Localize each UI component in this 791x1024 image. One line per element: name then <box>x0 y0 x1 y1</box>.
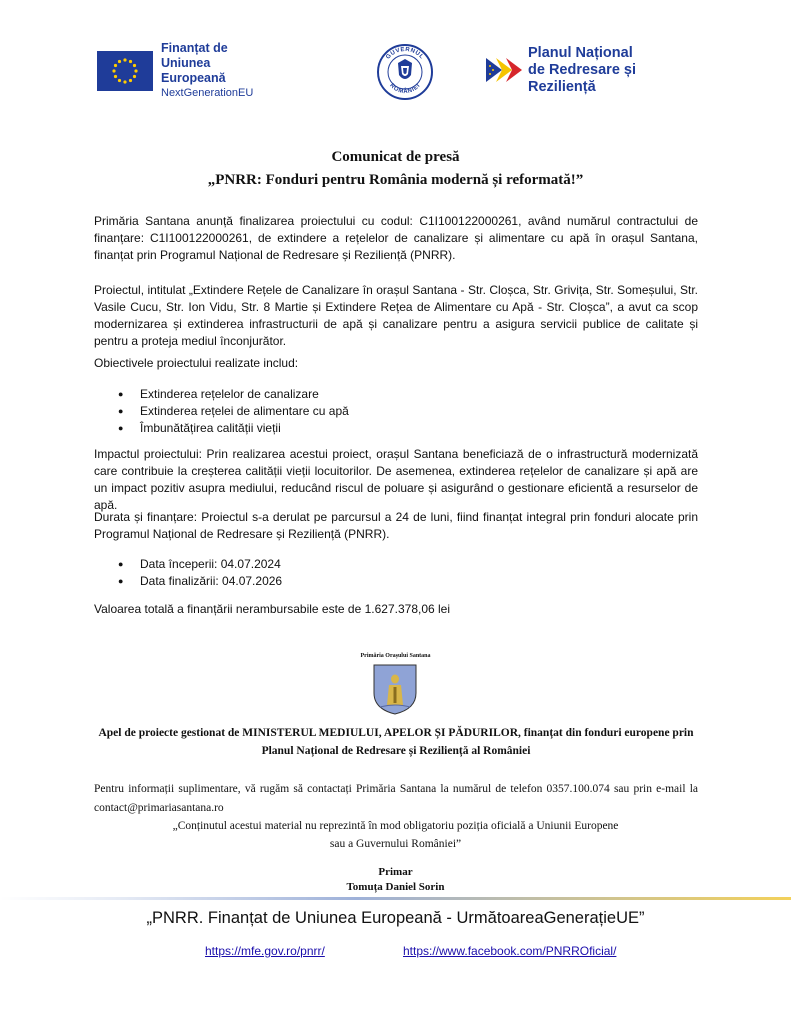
santana-crest-icon <box>372 663 418 715</box>
objectives-list <box>118 386 349 437</box>
gov-seal-top-text: GUVERNUL <box>385 46 425 61</box>
list-item: ● Data începerii: 04.07.2024 <box>118 556 282 573</box>
gov-seal-bottom-text: ROMÂNIEI <box>388 82 422 96</box>
objectives-heading: Obiectivele proiectului realizate includ: <box>94 356 299 370</box>
disclaimer-line2: sau a Guvernului României” <box>329 838 462 850</box>
contact-paragraph: Pentru informații suplimentare, vă rugăm să contactați Primăria Santana la numărul de telefon 0357.100.074 sau prin e-mail la contact@primariasantana.ro <box>94 783 698 814</box>
intro-paragraph: Primăria Santana anunță finalizarea proiectului cu codul: C1I100122000261, având numărul contractului de finanțare: C1I100122000261, de extindere a rețelelor de canalizare și alimentare cu apă în orașul Santana, finanțat prin Programul Național de Redresare și Reziliență (PNRR). <box>94 214 698 262</box>
impact-paragraph: Impactul proiectului: Prin realizarea acestui proiect, orașul Santana beneficiază de o infrastructură modernizată care contribuie la creșterea calității vieții locuitorilor. De asemenea, extinderea rețelelor de canalizare și apă are un impact pozitiv asupra mediului, reducând riscul de poluare și asigurând o gestionare eficientă a resurselor de apă. <box>94 447 698 512</box>
footer-slogan: „PNRR. Finanțat de Uniunea Europeană - UrmătoareaGenerațieUE” <box>146 909 645 927</box>
pnrr-logo <box>486 44 706 95</box>
facebook-pnrr-link[interactable]: https://www.facebook.com/PNRROficial/ <box>403 944 617 958</box>
project-description-paragraph: Proiectul, intitulat „Extindere Rețele de Canalizare în orașul Santana - Str. Cloșca, Str. Grivița, Str. Someșului, Str. Vasile Cucu, Str. Ion Vidu, Str. 8 Martie și Extindere Rețea de Alimentare cu Apă - Str. Cloșca”, a avut ca scop modernizarea și extinderea infrastructurii de apă și canalizare pentru a asigura servicii publice de calitate și pentru a proteja mediul înconjurător. <box>94 283 698 348</box>
call-for-projects-line1: Apel de proiecte gestionat de MINISTERUL MEDIULUI, APELOR ȘI PĂDURILOR, finanțat din fonduri europene prin <box>98 727 694 739</box>
call-for-projects-line2: Planul Național de Redresare și Reziliență al României <box>261 745 531 757</box>
dates-list <box>118 556 282 590</box>
duration-paragraph: Durata și finanțare: Proiectul s-a derulat pe parcursul a 24 de luni, fiind finanțat integral prin fonduri alocate prin Programul Național de Redresare și Reziliență (PNRR). <box>94 510 698 541</box>
eu-logo-line2: Uniunea Europeană <box>161 56 226 85</box>
signature-role: Primar <box>378 866 413 878</box>
press-release-title: Comunicat de presă <box>331 149 460 165</box>
signature-name: Tomuța Daniel Sorin <box>346 881 445 893</box>
pnrr-logo-line1: Planul Național <box>528 44 633 61</box>
crest-caption: Primăria Orașului Santana <box>360 653 431 659</box>
footer-divider <box>0 897 791 900</box>
mfe-pnrr-link[interactable]: https://mfe.gov.ro/pnrr/ <box>205 944 325 958</box>
pnrr-logo-mark-icon <box>486 56 522 84</box>
list-item: ● Extinderea rețelelor de canalizare <box>118 386 349 403</box>
eu-logo-line1: Finanțat de <box>161 41 228 55</box>
list-item: ● Extinderea rețelei de alimentare cu apă <box>118 403 349 420</box>
disclaimer-line1: „Conținutul acestui material nu reprezintă în mod obligatoriu poziția oficială a Uniunii Europene <box>172 820 619 832</box>
press-release-subtitle: „PNRR: Fonduri pentru România modernă și reformată!” <box>207 172 584 188</box>
eu-logo-line3: NextGenerationEU <box>161 87 254 99</box>
list-item: ● Îmbunătățirea calității vieții <box>118 420 349 437</box>
eu-flag-icon <box>97 51 153 91</box>
romanian-government-seal <box>376 43 434 101</box>
funding-value-paragraph: Valoarea totală a finanțării nerambursabile este de 1.627.378,06 lei <box>94 602 451 616</box>
pnrr-logo-line2: de Redresare și Reziliență <box>528 61 637 95</box>
eu-funding-logo <box>97 41 277 99</box>
list-item: ● Data finalizării: 04.07.2026 <box>118 573 282 590</box>
